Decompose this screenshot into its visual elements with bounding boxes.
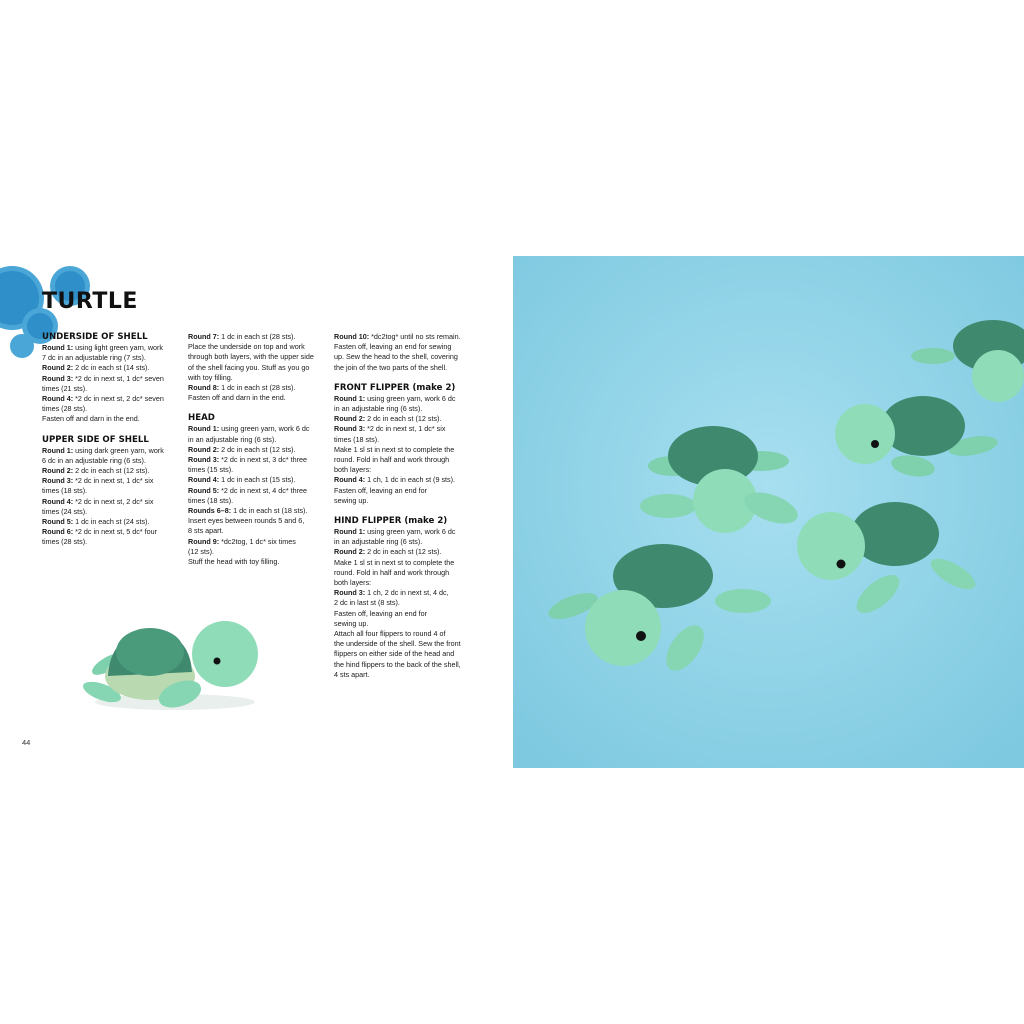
instruction-text: Fasten off and darn in the end. [42,414,140,424]
page-number: 44 [22,738,31,747]
round-label: Round 4: [334,475,366,485]
round-label: Rounds 6–8: [188,506,232,516]
instruction-text: *2 dc in next st, 2 dc* six [73,496,154,506]
instruction-text: *dc2tog* until no sts remain. [369,332,461,341]
pattern-line [334,558,470,568]
instruction-text: *2 dc in next st, 5 dc* four [73,527,158,537]
instruction-text: using dark green yarn, work [73,445,164,455]
instruction-text: times (15 sts). [188,465,234,475]
pattern-line [42,446,178,456]
round-label: Round 4: [42,394,74,404]
pattern-line [334,568,470,578]
instruction-text: Insert eyes between rounds 5 and 6, [188,516,305,526]
instruction-text: Place the underside on top and work [188,342,305,352]
instruction-text: *2 dc in next st, 1 dc* seven [73,373,164,383]
instruction-text: sewing up. [334,618,369,628]
pattern-line [334,445,470,455]
instruction-text: up. Sew the head to the shell, covering [334,352,458,362]
section-heading: UNDERSIDE OF SHELL [42,332,148,342]
instruction-text: 2 dc in each st (12 sts). [73,466,150,476]
round-label: Round 2: [188,444,220,454]
pattern-line [188,537,324,547]
section-heading: HIND FLIPPER (make 2) [334,516,448,527]
pattern-line [334,670,470,680]
instruction-text: Fasten off, leaving an end for [334,608,427,618]
instruction-text: times (18 sts). [42,486,88,496]
pattern-line [334,639,470,649]
pattern-line [188,455,324,465]
instruction-text: 2 dc in each st (12 sts). [365,547,442,557]
round-label: Round 2: [42,466,74,476]
pattern-line [334,527,470,537]
pattern-line [188,516,324,526]
instruction-text: using green yarn, work 6 dc [219,424,310,434]
pattern-line [334,404,470,414]
instruction-text: Make 1 sl st in next st to complete the [334,444,455,454]
pattern-section [334,383,470,506]
instruction-text: *dc2tog, 1 dc* six times [219,536,296,546]
pattern-line [334,475,470,485]
instruction-text: 1 dc in each st (24 sts). [73,517,150,527]
pattern-line [188,332,324,342]
instruction-text: *2 dc in next st, 1 dc* six [365,424,446,434]
pattern-line [188,393,324,403]
round-label: Round 6: [42,527,74,537]
instruction-text: 2 dc in last st (8 sts). [334,598,400,608]
pattern-line [334,342,470,352]
pattern-line [334,660,470,670]
instruction-text: both layers: [334,465,372,475]
pattern-line [188,465,324,475]
pattern-line [42,353,178,363]
instruction-text: Attach all four flippers to round 4 of [334,629,446,639]
instruction-text: 1 ch, 2 dc in next st, 4 dc, [365,588,449,598]
pattern-line [188,342,324,352]
instruction-text: *2 dc in next st, 3 dc* three [219,455,308,465]
pattern-section [42,332,178,425]
round-label: Round 3: [42,476,74,486]
instruction-text: 1 dc in each st (28 sts). [219,383,296,393]
pattern-line [334,598,470,608]
instruction-text: 1 dc in each st (18 sts). [231,506,308,516]
instruction-text: through both layers, with the upper side [188,352,314,362]
pattern-line [334,547,470,557]
pattern-line [334,414,470,424]
pattern-line [334,424,470,434]
round-label: Round 3: [334,588,366,598]
round-label: Round 4: [42,496,74,506]
pattern-line [188,435,324,445]
pattern-line [42,456,178,466]
round-label: Round 2: [334,547,366,557]
instruction-text: *2 dc in next st, 2 dc* seven [73,394,164,404]
pattern-line [42,517,178,527]
pattern-section [334,332,470,373]
round-label: Round 3: [334,424,366,434]
pattern-line [42,343,178,353]
instruction-text: 1 dc in each st (15 sts). [219,475,296,485]
instruction-text: *2 dc in next st, 4 dc* three [219,485,308,495]
instruction-text: 8 sts apart. [188,526,224,536]
left-page [0,256,512,768]
pattern-column-2 [188,332,324,577]
pattern-line [334,619,470,629]
pattern-line [334,629,470,639]
pattern-line [42,363,178,373]
pattern-line [334,435,470,445]
pattern-line [188,496,324,506]
pattern-line [334,394,470,404]
pattern-line [334,332,470,342]
instruction-text: times (18 sts). [188,495,234,505]
pattern-line [42,384,178,394]
instruction-text: 4 sts apart. [334,669,370,679]
pattern-section [334,516,470,680]
instruction-text: Fasten off and darn in the end. [188,393,286,403]
pattern-line [334,496,470,506]
instruction-text: using light green yarn, work [73,343,164,352]
round-label: Round 5: [42,517,74,527]
pattern-line [188,475,324,485]
round-label: Round 1: [188,424,220,434]
pattern-line [188,506,324,516]
pattern-line [188,383,324,393]
instruction-text: Fasten off, leaving an end for sewing [334,342,452,352]
pattern-section [188,332,324,403]
turtle-amigurumi-photo [80,606,270,716]
pattern-line [188,373,324,383]
pattern-column-1 [42,332,178,558]
instruction-text: 2 dc in each st (14 sts). [73,363,150,373]
pattern-line [188,486,324,496]
round-label: Round 8: [188,383,220,393]
pattern-line [334,537,470,547]
pattern-section [188,413,324,567]
pattern-line [42,537,178,547]
round-label: Round 2: [334,414,366,424]
round-label: Round 2: [42,363,74,373]
pattern-line [42,414,178,424]
round-label: Round 3: [42,373,74,383]
instruction-text: times (21 sts). [42,383,88,393]
instruction-text: 1 dc in each st (28 sts). [219,332,296,341]
round-label: Round 1: [334,393,366,403]
instruction-text: with toy filling. [188,372,233,382]
instruction-text: round. Fold in half and work through [334,567,450,577]
instruction-text: Make 1 sl st in next st to complete the [334,557,455,567]
instruction-text: the underside of the shell. Sew the front [334,639,461,649]
pattern-line [188,352,324,362]
pattern-line [334,465,470,475]
instruction-text: *2 dc in next st, 1 dc* six [73,476,154,486]
instruction-text: sewing up. [334,495,369,505]
round-label: Round 10: [334,332,370,341]
pattern-line [334,486,470,496]
round-label: Round 1: [42,343,74,352]
round-label: Round 5: [188,485,220,495]
round-label: Round 3: [188,455,220,465]
instruction-text: 7 dc in an adjustable ring (7 sts). [42,353,146,363]
pattern-line [188,547,324,557]
pattern-line [334,578,470,588]
pattern-line [334,352,470,362]
instruction-text: Stuff the head with toy filling. [188,557,280,567]
turtles-photo [513,256,1024,768]
instruction-text: in an adjustable ring (6 sts). [188,434,277,444]
instruction-text: 1 ch, 1 dc in each st (9 sts). [365,475,456,485]
instruction-text: times (18 sts). [334,434,380,444]
pattern-line [188,445,324,455]
pattern-line [188,557,324,567]
pattern-line [188,526,324,536]
pattern-line [334,455,470,465]
round-label: Round 1: [334,527,366,537]
round-label: Round 7: [188,332,220,341]
instruction-text: 6 dc in an adjustable ring (6 sts). [42,455,146,465]
pattern-line [42,527,178,537]
pattern-line [188,363,324,373]
instruction-text: both layers: [334,578,372,588]
instruction-text: using green yarn, work 6 dc [365,527,456,537]
instruction-text: 2 dc in each st (12 sts). [365,414,442,424]
instruction-text: the join of the two parts of the shell. [334,362,448,372]
instruction-text: in an adjustable ring (6 sts). [334,404,423,414]
page-title: TURTLE [42,289,138,314]
pattern-line [42,404,178,414]
instruction-text: round. Fold in half and work through [334,455,450,465]
pattern-line [42,497,178,507]
instruction-text: times (28 sts). [42,404,88,414]
instruction-text: flippers on either side of the head and [334,649,455,659]
pattern-line [334,588,470,598]
section-heading: HEAD [188,413,215,424]
pattern-section [42,435,178,548]
pattern-line [42,486,178,496]
instruction-text: Fasten off, leaving an end for [334,485,427,495]
pattern-line [42,394,178,404]
pattern-line [42,466,178,476]
pattern-column-3 [334,332,470,690]
instruction-text: in an adjustable ring (6 sts). [334,537,423,547]
instruction-text: of the shell facing you. Stuff as you go [188,362,310,372]
round-label: Round 4: [188,475,220,485]
round-label: Round 9: [188,536,220,546]
instruction-text: times (24 sts). [42,506,88,516]
instruction-text: the hind flippers to the back of the shell, [334,659,461,669]
pattern-line [42,374,178,384]
section-heading: FRONT FLIPPER (make 2) [334,382,456,393]
pattern-line [334,649,470,659]
pattern-line [334,609,470,619]
pattern-line [334,363,470,373]
right-page-photo [513,256,1024,768]
section-heading: UPPER SIDE OF SHELL [42,434,149,445]
pattern-line [42,476,178,486]
instruction-text: (12 sts). [188,546,214,556]
instruction-text: using green yarn, work 6 dc [365,393,456,403]
round-label: Round 1: [42,445,74,455]
pattern-line [42,507,178,517]
instruction-text: times (28 sts). [42,537,88,547]
pattern-line [188,424,324,434]
instruction-text: 2 dc in each st (12 sts). [219,444,296,454]
